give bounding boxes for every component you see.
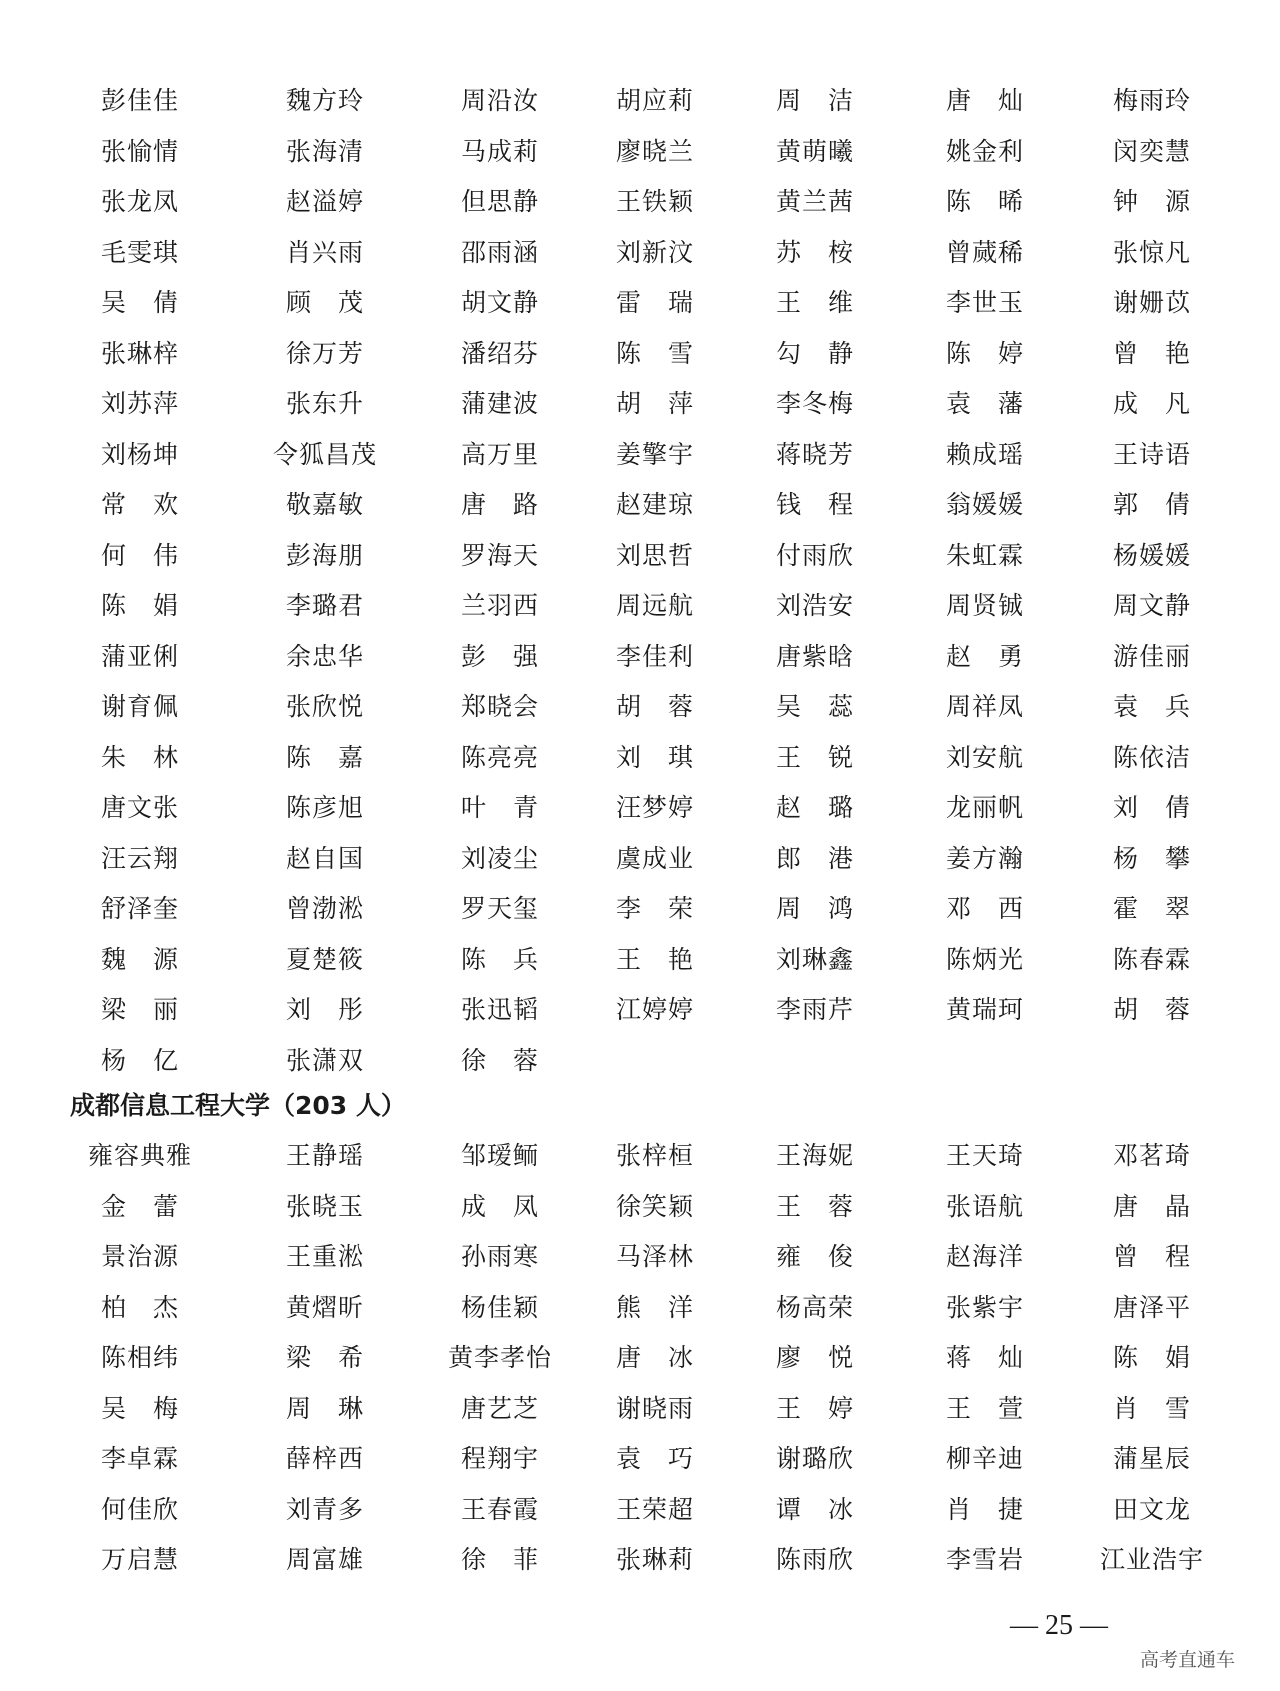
- person-name: 陈依洁: [1112, 742, 1191, 772]
- person-name: 李 荣: [615, 894, 694, 923]
- person-name: 雍 俊: [775, 1242, 854, 1271]
- person-name: 郑晓会: [460, 692, 539, 721]
- person-name: 周 鸿: [775, 894, 854, 923]
- person-name: 陈 婷: [945, 338, 1024, 368]
- person-name: 朱 林: [100, 742, 179, 772]
- person-name: 刘琳鑫: [775, 944, 854, 974]
- person-name: 孙雨寒: [460, 1242, 539, 1271]
- person-name: 王诗语: [1112, 439, 1191, 469]
- person-name: 柏 杰: [100, 1292, 179, 1322]
- person-name: 邵雨涵: [460, 237, 539, 267]
- person-name: 赵建琼: [615, 490, 694, 519]
- person-name: 谢晓雨: [615, 1393, 694, 1423]
- person-name: 罗天玺: [460, 894, 539, 923]
- name-row: [0, 1542, 1280, 1582]
- person-name: 龙丽帆: [945, 793, 1024, 822]
- person-name: 刘思哲: [615, 540, 694, 570]
- person-name: 张潇双: [285, 1045, 364, 1075]
- person-name: 张东升: [285, 389, 364, 418]
- person-name: 梁 丽: [100, 995, 179, 1024]
- person-name: 王 艳: [615, 944, 694, 974]
- name-row: [0, 1239, 1280, 1279]
- person-name: 唐泽平: [1112, 1292, 1191, 1322]
- person-name: 张梓桓: [615, 1141, 694, 1170]
- person-name: 张琳梓: [100, 338, 179, 368]
- person-name: 张紫宇: [945, 1292, 1024, 1322]
- person-name: 唐 路: [460, 490, 539, 519]
- name-row: [0, 639, 1280, 679]
- person-name: 刘凌尘: [460, 843, 539, 873]
- person-name: 廖晓兰: [615, 136, 694, 166]
- person-name: 吴 蕊: [775, 692, 854, 721]
- person-name: 李佳利: [615, 641, 694, 671]
- person-name: 唐紫晗: [775, 641, 854, 671]
- person-name: 蒲星辰: [1112, 1444, 1191, 1473]
- person-name: 胡 萍: [615, 389, 694, 418]
- person-name: 赵 璐: [775, 793, 854, 822]
- name-row: [0, 1441, 1280, 1481]
- person-name: 周沿汝: [460, 86, 539, 115]
- person-name: 曾 程: [1112, 1242, 1191, 1271]
- person-name: 郎 港: [775, 843, 854, 873]
- person-name: 梅雨玲: [1112, 86, 1191, 115]
- person-name: 曾渤淞: [285, 894, 364, 923]
- person-name: 余忠华: [285, 641, 364, 671]
- name-row: [0, 942, 1280, 982]
- person-name: 陈炳光: [945, 944, 1024, 974]
- person-name: 舒泽奎: [100, 894, 179, 923]
- person-name: 游佳丽: [1112, 641, 1191, 671]
- person-name: 姚金利: [945, 136, 1024, 166]
- name-row: [0, 538, 1280, 578]
- person-name: 江业浩宇: [1099, 1545, 1204, 1574]
- person-name: 赵 勇: [945, 641, 1024, 671]
- person-name: 黄李孝怡: [447, 1343, 552, 1372]
- person-name: 汪梦婷: [615, 793, 694, 822]
- person-name: 叶 青: [460, 793, 539, 822]
- person-name: 刘新汶: [615, 237, 694, 267]
- person-name: 王 维: [775, 288, 854, 317]
- person-name: 李卓霖: [100, 1444, 179, 1473]
- person-name: 汪云翔: [100, 843, 179, 873]
- person-name: 王海妮: [775, 1141, 854, 1170]
- person-name: 刘安航: [945, 742, 1024, 772]
- name-row: [0, 184, 1280, 224]
- person-name: 陈彦旭: [285, 793, 364, 822]
- person-name: 邓茗琦: [1112, 1141, 1191, 1170]
- person-name: 陈 娟: [100, 591, 179, 620]
- person-name: 王 锐: [775, 742, 854, 772]
- person-name: 王 蓉: [775, 1191, 854, 1221]
- person-name: 刘杨坤: [100, 439, 179, 469]
- person-name: 魏 源: [100, 944, 179, 974]
- person-name: 谭 冰: [775, 1494, 854, 1524]
- name-row: [0, 1391, 1280, 1431]
- person-name: 成 凤: [460, 1191, 539, 1221]
- person-name: 但思静: [460, 187, 539, 216]
- person-name: 杨 亿: [100, 1045, 179, 1075]
- person-name: 谢璐欣: [775, 1444, 854, 1473]
- person-name: 黄兰茜: [775, 187, 854, 216]
- person-name: 胡文静: [460, 288, 539, 317]
- person-name: 郭 倩: [1112, 490, 1191, 519]
- person-name: 胡 蓉: [615, 692, 694, 721]
- person-name: 胡应莉: [615, 86, 694, 115]
- person-name: 肖 雪: [1112, 1393, 1191, 1423]
- person-name: 田文龙: [1112, 1494, 1191, 1524]
- person-name: 雍容典雅: [87, 1141, 192, 1170]
- person-name: 李雪岩: [945, 1545, 1024, 1574]
- person-name: 张语航: [945, 1191, 1024, 1221]
- person-name: 徐万芳: [285, 338, 364, 368]
- person-name: 赵海洋: [945, 1242, 1024, 1271]
- person-name: 罗海天: [460, 540, 539, 570]
- person-name: 曾 艳: [1112, 338, 1191, 368]
- person-name: 徐笑颖: [615, 1191, 694, 1221]
- person-name: 钟 源: [1112, 187, 1191, 216]
- person-name: 金 蕾: [100, 1191, 179, 1221]
- person-name: 刘 彤: [285, 995, 364, 1024]
- person-name: 王重淞: [285, 1242, 364, 1271]
- name-row: [0, 1189, 1280, 1229]
- person-name: 刘 倩: [1112, 793, 1191, 822]
- watermark: 高考直通车: [1140, 1649, 1236, 1671]
- name-row: [0, 790, 1280, 830]
- person-name: 朱虹霖: [945, 540, 1024, 570]
- name-row: [0, 1138, 1280, 1178]
- person-name: 霍 翠: [1112, 894, 1191, 923]
- person-name: 顾 茂: [285, 288, 364, 317]
- person-name: 周祥凤: [945, 692, 1024, 721]
- person-name: 徐 蓉: [460, 1045, 539, 1075]
- person-name: 蒋 灿: [945, 1343, 1024, 1372]
- name-row: [0, 1043, 1280, 1083]
- person-name: 刘浩安: [775, 591, 854, 620]
- person-name: 袁 巧: [615, 1444, 694, 1473]
- person-name: 陈 娟: [1112, 1343, 1191, 1372]
- person-name: 熊 洋: [615, 1292, 694, 1322]
- person-name: 陈 雪: [615, 338, 694, 368]
- person-name: 蒲亚俐: [100, 641, 179, 671]
- person-name: 王天琦: [945, 1141, 1024, 1170]
- person-name: 马成莉: [460, 136, 539, 166]
- person-name: 谢姗苡: [1112, 288, 1191, 317]
- person-name: 江婷婷: [615, 995, 694, 1024]
- person-name: 张迅韬: [460, 995, 539, 1024]
- person-name: 何佳欣: [100, 1494, 179, 1524]
- person-name: 王静瑶: [285, 1141, 364, 1170]
- name-row: [0, 285, 1280, 325]
- name-row: [0, 487, 1280, 527]
- person-name: 陈 兵: [460, 944, 539, 974]
- person-name: 刘 琪: [615, 742, 694, 772]
- name-row: [0, 134, 1280, 174]
- person-name: 陈亮亮: [460, 742, 539, 772]
- person-name: 彭佳佳: [100, 86, 179, 115]
- person-name: 闵奕慧: [1112, 136, 1191, 166]
- person-name: 钱 程: [775, 490, 854, 519]
- person-name: 杨佳颖: [460, 1292, 539, 1322]
- person-name: 唐 冰: [615, 1343, 694, 1372]
- person-name: 李璐君: [285, 591, 364, 620]
- person-name: 王春霞: [460, 1494, 539, 1524]
- person-name: 徐 菲: [460, 1545, 539, 1574]
- person-name: 张欣悦: [285, 692, 364, 721]
- person-name: 唐 晶: [1112, 1191, 1191, 1221]
- name-row: [0, 336, 1280, 376]
- name-row: [0, 841, 1280, 881]
- person-name: 万启慧: [100, 1545, 179, 1574]
- person-name: 蒲建波: [460, 389, 539, 418]
- person-name: 肖兴雨: [285, 237, 364, 267]
- person-name: 周 琳: [285, 1393, 364, 1423]
- person-name: 李世玉: [945, 288, 1024, 317]
- person-name: 张晓玉: [285, 1191, 364, 1221]
- person-name: 周文静: [1112, 591, 1191, 620]
- person-name: 陈 嘉: [285, 742, 364, 772]
- person-name: 王铁颖: [615, 187, 694, 216]
- person-name: 梁 希: [285, 1343, 364, 1372]
- person-name: 成 凡: [1112, 389, 1191, 418]
- person-name: 张海清: [285, 136, 364, 166]
- person-name: 唐艺芝: [460, 1393, 539, 1423]
- name-row: [0, 740, 1280, 780]
- person-name: 刘青多: [285, 1494, 364, 1524]
- person-name: 翁媛媛: [945, 490, 1024, 519]
- name-row: [0, 437, 1280, 477]
- person-name: 张愉情: [100, 136, 179, 166]
- person-name: 张龙凤: [100, 187, 179, 216]
- person-name: 周贤铖: [945, 591, 1024, 620]
- person-name: 王 婷: [775, 1393, 854, 1423]
- person-name: 张琳莉: [615, 1545, 694, 1574]
- person-name: 赵自国: [285, 843, 364, 873]
- person-name: 谢育佩: [100, 692, 179, 721]
- person-name: 陈相纬: [100, 1343, 179, 1372]
- person-name: 彭海朋: [285, 540, 364, 570]
- person-name: 王 萱: [945, 1393, 1024, 1423]
- person-name: 肖 捷: [945, 1494, 1024, 1524]
- person-name: 高万里: [460, 439, 539, 469]
- name-row: [0, 235, 1280, 275]
- name-row: [0, 689, 1280, 729]
- person-name: 苏 桉: [775, 237, 854, 267]
- person-name: 敬嘉敏: [285, 490, 364, 519]
- person-name: 令狐昌茂: [272, 439, 377, 469]
- person-name: 虞成业: [615, 843, 694, 873]
- person-name: 邹瑷鲕: [460, 1141, 539, 1170]
- person-name: 周远航: [615, 591, 694, 620]
- person-name: 唐 灿: [945, 86, 1024, 115]
- person-name: 黄萌曦: [775, 136, 854, 166]
- person-name: 陈 晞: [945, 187, 1024, 216]
- name-row: [0, 1492, 1280, 1532]
- person-name: 李冬梅: [775, 389, 854, 418]
- person-name: 李雨芹: [775, 995, 854, 1024]
- person-name: 杨媛媛: [1112, 540, 1191, 570]
- person-name: 陈雨欣: [775, 1545, 854, 1574]
- person-name: 赵溢婷: [285, 187, 364, 216]
- name-row: [0, 992, 1280, 1032]
- person-name: 彭 强: [460, 641, 539, 671]
- person-name: 刘苏萍: [100, 389, 179, 418]
- person-name: 付雨欣: [775, 540, 854, 570]
- person-name: 廖 悦: [775, 1343, 854, 1372]
- person-name: 张惊凡: [1112, 237, 1191, 267]
- person-name: 姜擎宇: [615, 439, 694, 469]
- person-name: 程翔宇: [460, 1444, 539, 1473]
- person-name: 唐文张: [100, 793, 179, 822]
- person-name: 杨 攀: [1112, 843, 1191, 873]
- person-name: 景治源: [100, 1242, 179, 1271]
- person-name: 黄熠昕: [285, 1292, 364, 1322]
- section-heading: 成都信息工程大学（203 人）: [70, 1091, 406, 1120]
- person-name: 常 欢: [100, 490, 179, 519]
- person-name: 魏方玲: [285, 86, 364, 115]
- person-name: 薛梓西: [285, 1444, 364, 1473]
- name-row: [0, 83, 1280, 123]
- person-name: 雷 瑞: [615, 288, 694, 317]
- person-name: 陈春霖: [1112, 944, 1191, 974]
- person-name: 柳辛迪: [945, 1444, 1024, 1473]
- name-row: [0, 386, 1280, 426]
- person-name: 杨高荣: [775, 1292, 854, 1322]
- name-row: [0, 588, 1280, 628]
- person-name: 曾蒇稀: [945, 237, 1024, 267]
- name-row: [0, 1290, 1280, 1330]
- person-name: 蒋晓芳: [775, 439, 854, 469]
- person-name: 兰羽西: [460, 591, 539, 620]
- page-number: — 25 —: [1010, 1610, 1108, 1641]
- person-name: 姜方瀚: [945, 843, 1024, 873]
- name-row: [0, 1340, 1280, 1380]
- person-name: 何 伟: [100, 540, 179, 570]
- name-row: [0, 891, 1280, 931]
- person-name: 邓 西: [945, 894, 1024, 923]
- person-name: 马泽林: [615, 1242, 694, 1271]
- person-name: 周富雄: [285, 1545, 364, 1574]
- person-name: 潘绍芬: [460, 338, 539, 368]
- person-name: 周 洁: [775, 86, 854, 115]
- person-name: 黄瑞珂: [945, 995, 1024, 1024]
- person-name: 王荣超: [615, 1494, 694, 1524]
- person-name: 袁 藩: [945, 389, 1024, 418]
- person-name: 袁 兵: [1112, 692, 1191, 721]
- person-name: 勾 静: [775, 338, 854, 368]
- person-name: 吴 倩: [100, 288, 179, 317]
- person-name: 胡 蓉: [1112, 995, 1191, 1024]
- person-name: 毛雯琪: [100, 237, 179, 267]
- person-name: 夏楚筱: [285, 944, 364, 974]
- person-name: 赖成瑶: [945, 439, 1024, 469]
- person-name: 吴 梅: [100, 1393, 179, 1423]
